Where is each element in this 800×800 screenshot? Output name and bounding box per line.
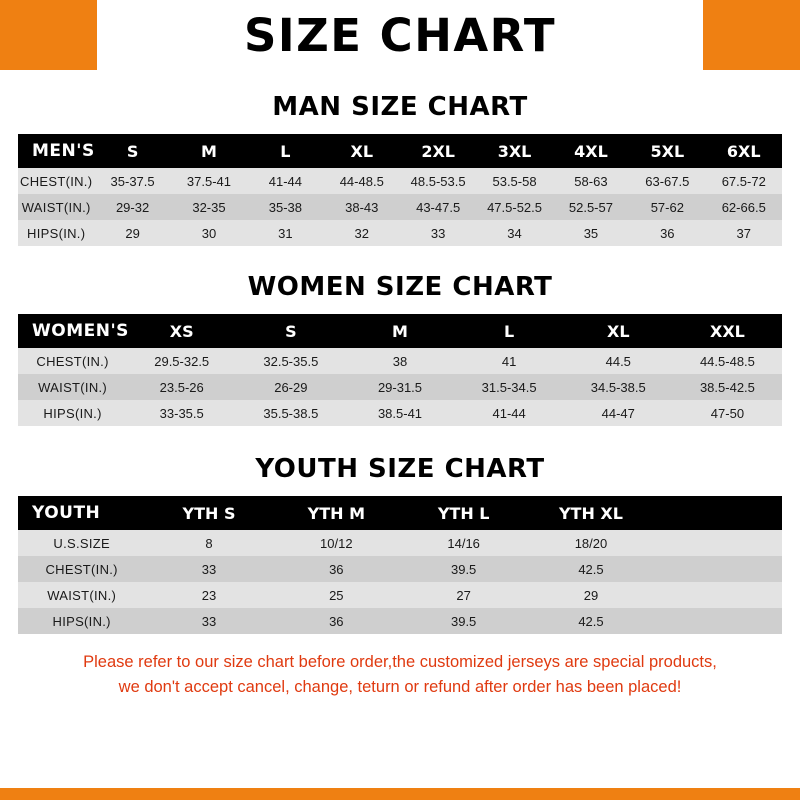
table-header-cell: M <box>392 321 408 341</box>
table-cell: 32-35 <box>192 199 226 215</box>
table-row <box>18 194 782 220</box>
table-cell: 29-32 <box>115 199 150 215</box>
table-cell: 38.5-41 <box>377 405 423 421</box>
table-cell: 35-38 <box>268 199 302 215</box>
table-header-cell: XXL <box>709 321 745 341</box>
table-cell: 29-31.5 <box>377 379 423 395</box>
bottom-accent-bar <box>0 788 800 800</box>
footer-note-line-1: Please refer to our size chart before order,the customized jerseys are special products, <box>83 653 717 671</box>
table-cell: 36 <box>660 225 675 241</box>
table-cell: 67.5-72 <box>721 173 766 189</box>
table-header-cell: XL <box>350 141 374 161</box>
table-header-cell: WOMEN'S <box>32 321 129 341</box>
table-header-cell: XL <box>607 321 630 341</box>
table-cell: 35.5-38.5 <box>263 405 319 421</box>
table-cell: 57-62 <box>650 199 684 215</box>
table-cell: 39.5 <box>450 561 477 577</box>
table-cell: 25 <box>329 587 344 603</box>
table-cell: 35 <box>583 225 599 241</box>
table-cell: 38.5-42.5 <box>699 379 755 395</box>
table-cell: 10/12 <box>320 535 353 551</box>
table-header-cell: XS <box>169 321 194 341</box>
table-header-cell: YTH XL <box>558 503 623 523</box>
table-row <box>18 348 782 374</box>
table-header-cell: L <box>280 141 291 161</box>
table-cell: 36 <box>329 561 344 577</box>
table-row <box>18 530 782 556</box>
content <box>0 92 800 700</box>
row-label: CHEST(IN.) <box>36 353 109 369</box>
section-title-man: MAN SIZE CHART <box>272 92 528 122</box>
table-cell: 63-67.5 <box>645 173 690 189</box>
table-header-cell: S <box>285 321 297 341</box>
women-size-table <box>18 314 782 426</box>
table-row <box>18 374 782 400</box>
table-cell: 34.5-38.5 <box>590 379 646 395</box>
table-header-cell: S <box>126 141 139 161</box>
table-cell: 37.5-41 <box>186 173 232 189</box>
row-label: CHEST(IN.) <box>20 173 93 189</box>
table-header-cell-spacer <box>655 496 782 530</box>
table-header-cell: 3XL <box>497 141 532 161</box>
table-cell: 41 <box>501 353 517 369</box>
row-label: WAIST(IN.) <box>38 379 108 395</box>
table-cell: 23 <box>201 587 217 603</box>
table-cell: 29 <box>125 225 140 241</box>
row-label: HIPS(IN.) <box>27 225 86 241</box>
table-cell: 26-29 <box>274 379 308 395</box>
table-cell: 58-63 <box>574 173 608 189</box>
table-cell: 62-66.5 <box>721 199 766 215</box>
table-row <box>18 582 782 608</box>
page-title: SIZE CHART <box>243 8 557 62</box>
table-header-row <box>18 496 782 530</box>
table-row <box>18 168 782 194</box>
table-cell: 47.5-52.5 <box>487 199 542 215</box>
table-cell: 38 <box>392 353 408 369</box>
table-header-cell: YOUTH <box>32 503 101 523</box>
table-header-cell: YTH L <box>437 503 490 523</box>
table-cell: 31 <box>278 225 293 241</box>
table-cell: 43-47.5 <box>416 199 461 215</box>
table-header-cell: 5XL <box>650 141 685 161</box>
table-header-cell: L <box>504 321 515 341</box>
table-cell: 44.5 <box>605 353 631 369</box>
table-cell: 33 <box>201 561 217 577</box>
table-cell: 48.5-53.5 <box>410 173 466 189</box>
table-cell: 44-47 <box>601 405 635 421</box>
table-cell: 29.5-32.5 <box>154 353 210 369</box>
row-label: HIPS(IN.) <box>52 613 111 629</box>
table-header-cell: 2XL <box>421 141 455 161</box>
table-cell: 53.5-58 <box>492 173 537 189</box>
table-header-cell: YTH M <box>307 503 366 523</box>
table-cell: 36 <box>329 613 344 629</box>
banner-inner <box>97 0 703 70</box>
row-label: WAIST(IN.) <box>47 587 117 603</box>
table-header-cell: M <box>201 141 217 161</box>
table-row <box>18 556 782 582</box>
table-cell: 44-48.5 <box>339 173 384 189</box>
table-cell: 52.5-57 <box>568 199 613 215</box>
footer-note <box>18 650 782 700</box>
table-header-row <box>18 314 782 348</box>
banner <box>0 0 800 70</box>
table-cell: 23.5-26 <box>159 379 204 395</box>
table-cell: 29 <box>583 587 599 603</box>
table-cell: 42.5 <box>578 561 604 577</box>
man-size-table <box>18 134 782 246</box>
table-cell-spacer <box>655 556 782 582</box>
table-header-cell: MEN'S <box>32 141 95 161</box>
table-cell: 32.5-35.5 <box>263 353 319 369</box>
row-label: U.S.SIZE <box>53 535 110 551</box>
table-header-cell: 6XL <box>726 141 761 161</box>
table-cell: 34 <box>507 225 522 241</box>
section-title-youth: YOUTH SIZE CHART <box>255 454 545 484</box>
section-title-women: WOMEN SIZE CHART <box>247 272 553 302</box>
table-header-cell: YTH S <box>182 503 236 523</box>
table-cell: 35-37.5 <box>110 173 155 189</box>
table-cell: 44.5-48.5 <box>699 353 755 369</box>
table-cell: 27 <box>456 587 471 603</box>
row-label: HIPS(IN.) <box>43 405 102 421</box>
row-label: CHEST(IN.) <box>45 561 118 577</box>
table-header-row <box>18 134 782 168</box>
table-cell: 14/16 <box>447 535 480 551</box>
table-cell: 42.5 <box>578 613 604 629</box>
youth-size-table <box>18 496 782 634</box>
table-cell: 41-44 <box>492 405 526 421</box>
table-cell: 31.5-34.5 <box>481 379 537 395</box>
table-cell: 47-50 <box>710 405 745 421</box>
table-cell: 33 <box>430 225 446 241</box>
table-cell: 33 <box>201 613 217 629</box>
table-row <box>18 608 782 634</box>
table-cell: 37 <box>736 225 751 241</box>
table-cell-spacer <box>655 608 782 634</box>
table-cell: 30 <box>201 225 217 241</box>
table-row <box>18 220 782 246</box>
table-cell: 32 <box>354 225 369 241</box>
table-cell-spacer <box>655 582 782 608</box>
table-cell: 18/20 <box>574 535 608 551</box>
row-label: WAIST(IN.) <box>21 199 91 215</box>
table-cell: 38-43 <box>345 199 379 215</box>
table-cell: 8 <box>205 535 213 551</box>
table-row <box>18 400 782 426</box>
table-cell: 41-44 <box>268 173 302 189</box>
table-cell: 33-35.5 <box>159 405 204 421</box>
table-cell: 39.5 <box>450 613 477 629</box>
table-header-cell: 4XL <box>574 141 608 161</box>
table-cell-spacer <box>655 530 782 556</box>
footer-note-line-2: we don't accept cancel, change, teturn or refund after order has been placed! <box>118 677 682 696</box>
